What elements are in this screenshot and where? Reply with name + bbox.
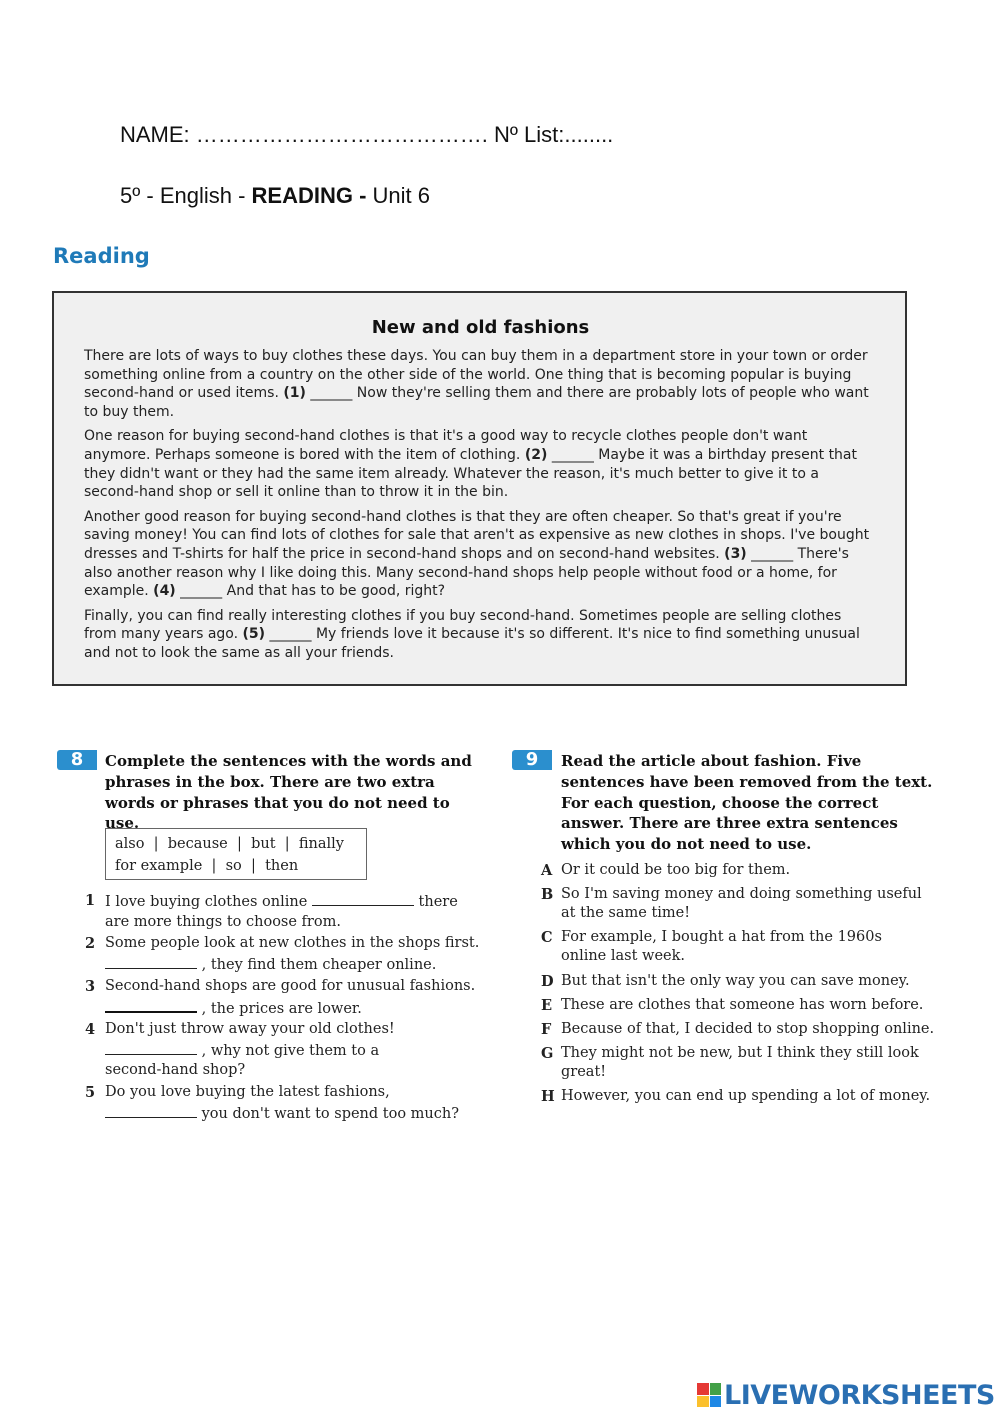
option-item: B So I'm saving money and doing something useful at the same time! xyxy=(541,886,922,922)
word-box-line-2: for example | so | then xyxy=(115,858,299,874)
name-line: NAME: …………………………………. Nº List:........ xyxy=(120,122,614,147)
option-item: G They might not be new, but I think they still look great! xyxy=(541,1045,919,1081)
option-item: H However, you can end up spending a lot of money. xyxy=(541,1088,931,1105)
liveworksheets-watermark xyxy=(697,1378,995,1412)
answer-blank[interactable] xyxy=(105,997,197,1013)
liveworksheets-logo-icon xyxy=(697,1383,721,1407)
article-box xyxy=(52,291,907,686)
article-title: New and old fashions xyxy=(371,317,590,338)
answer-blank[interactable] xyxy=(105,1040,197,1055)
section-title: Reading xyxy=(53,244,150,268)
answer-blank[interactable] xyxy=(312,891,414,906)
option-item: D But that isn't the only way you can save money. xyxy=(541,973,910,990)
course-bold: READING - xyxy=(251,183,367,208)
exercise-8-item: 5 Do you love buying the latest fashions, you don't want to spend too much? xyxy=(85,1084,459,1122)
exercise-9-instruction: Read the article about fashion. Five sentences have been removed from the text. For each question, choose the correct answer. There are three extra sentences which you do not need to use. xyxy=(561,752,933,854)
watermark-text: LIVEWORKSHEETS xyxy=(724,1379,995,1411)
exercise-8-number: 8 xyxy=(57,750,97,770)
exercise-9-number: 9 xyxy=(512,750,552,770)
article-paragraph-4: Finally, you can find really interesting clothes if you buy second-hand. Sometimes people are selling clothes from many years ago. (5) ______ My friends love it because it's so different. It's nice to find something unusual and not to look the same as all your friends. xyxy=(84,607,860,661)
exercise-8-item: 3 Second-hand shops are good for unusual fashions. , the prices are lower. xyxy=(85,978,476,1017)
exercise-8-instruction: Complete the sentences with the words and phrases in the box. There are two extra words or phrases that you do not need to use. xyxy=(105,752,472,833)
article-paragraph-3: Another good reason for buying second-hand clothes is that they are often cheaper. So that's great if you're saving money! You can find lots of clothes for sale that aren't as expensive as new clothes in shops. I've bought dresses and T-shirts for half the price in second-hand shops and on second-hand websites. (3) ______ There's also another reason why I like doing this. Many second-hand shops help people without food or a home, for example. (4) ______ And that has to be good, right? xyxy=(84,508,870,600)
exercise-8-item: 2 Some people look at new clothes in the shops first. , they find them cheaper online. xyxy=(85,935,480,973)
option-item: C For example, I bought a hat from the 1960s online last week. xyxy=(541,929,882,965)
article-paragraph-1: There are lots of ways to buy clothes these days. You can buy them in a department store in your town or order something online from a country on the other side of the world. One thing that is becoming popular is buying second-hand or used items. (1) ______ Now they're selling them and there are probably lots of people who want to buy them. xyxy=(84,348,869,420)
option-item: A Or it could be too big for them. xyxy=(541,862,791,879)
word-box-line-1: also | because | but | finally xyxy=(115,836,344,852)
article-paragraph-2: One reason for buying second-hand clothes is that it's a good way to recycle clothes people don't want anymore. Perhaps someone is bored with the item of clothing. (2) ______ Maybe it was a birthday present that they didn't want or they had the same item already. Whatever the reason, it's much better to give it to a second-hand shop or sell it online than to throw it in the bin. xyxy=(84,428,857,501)
answer-blank[interactable] xyxy=(105,954,197,969)
exercise-8-item: 4 Don't just throw away your old clothes! , why not give them to a second-hand shop? xyxy=(85,1021,395,1078)
course-suffix: Unit 6 xyxy=(366,183,431,208)
course-prefix: 5º - English - xyxy=(120,183,252,208)
course-line xyxy=(120,183,430,209)
answer-blank[interactable] xyxy=(105,1103,197,1118)
exercise-8-item: 1 I love buying clothes online there are more things to choose from. xyxy=(85,892,458,930)
option-item: F Because of that, I decided to stop shopping online. xyxy=(541,1021,935,1038)
word-box xyxy=(105,828,367,880)
option-item: E These are clothes that someone has worn before. xyxy=(541,997,924,1014)
